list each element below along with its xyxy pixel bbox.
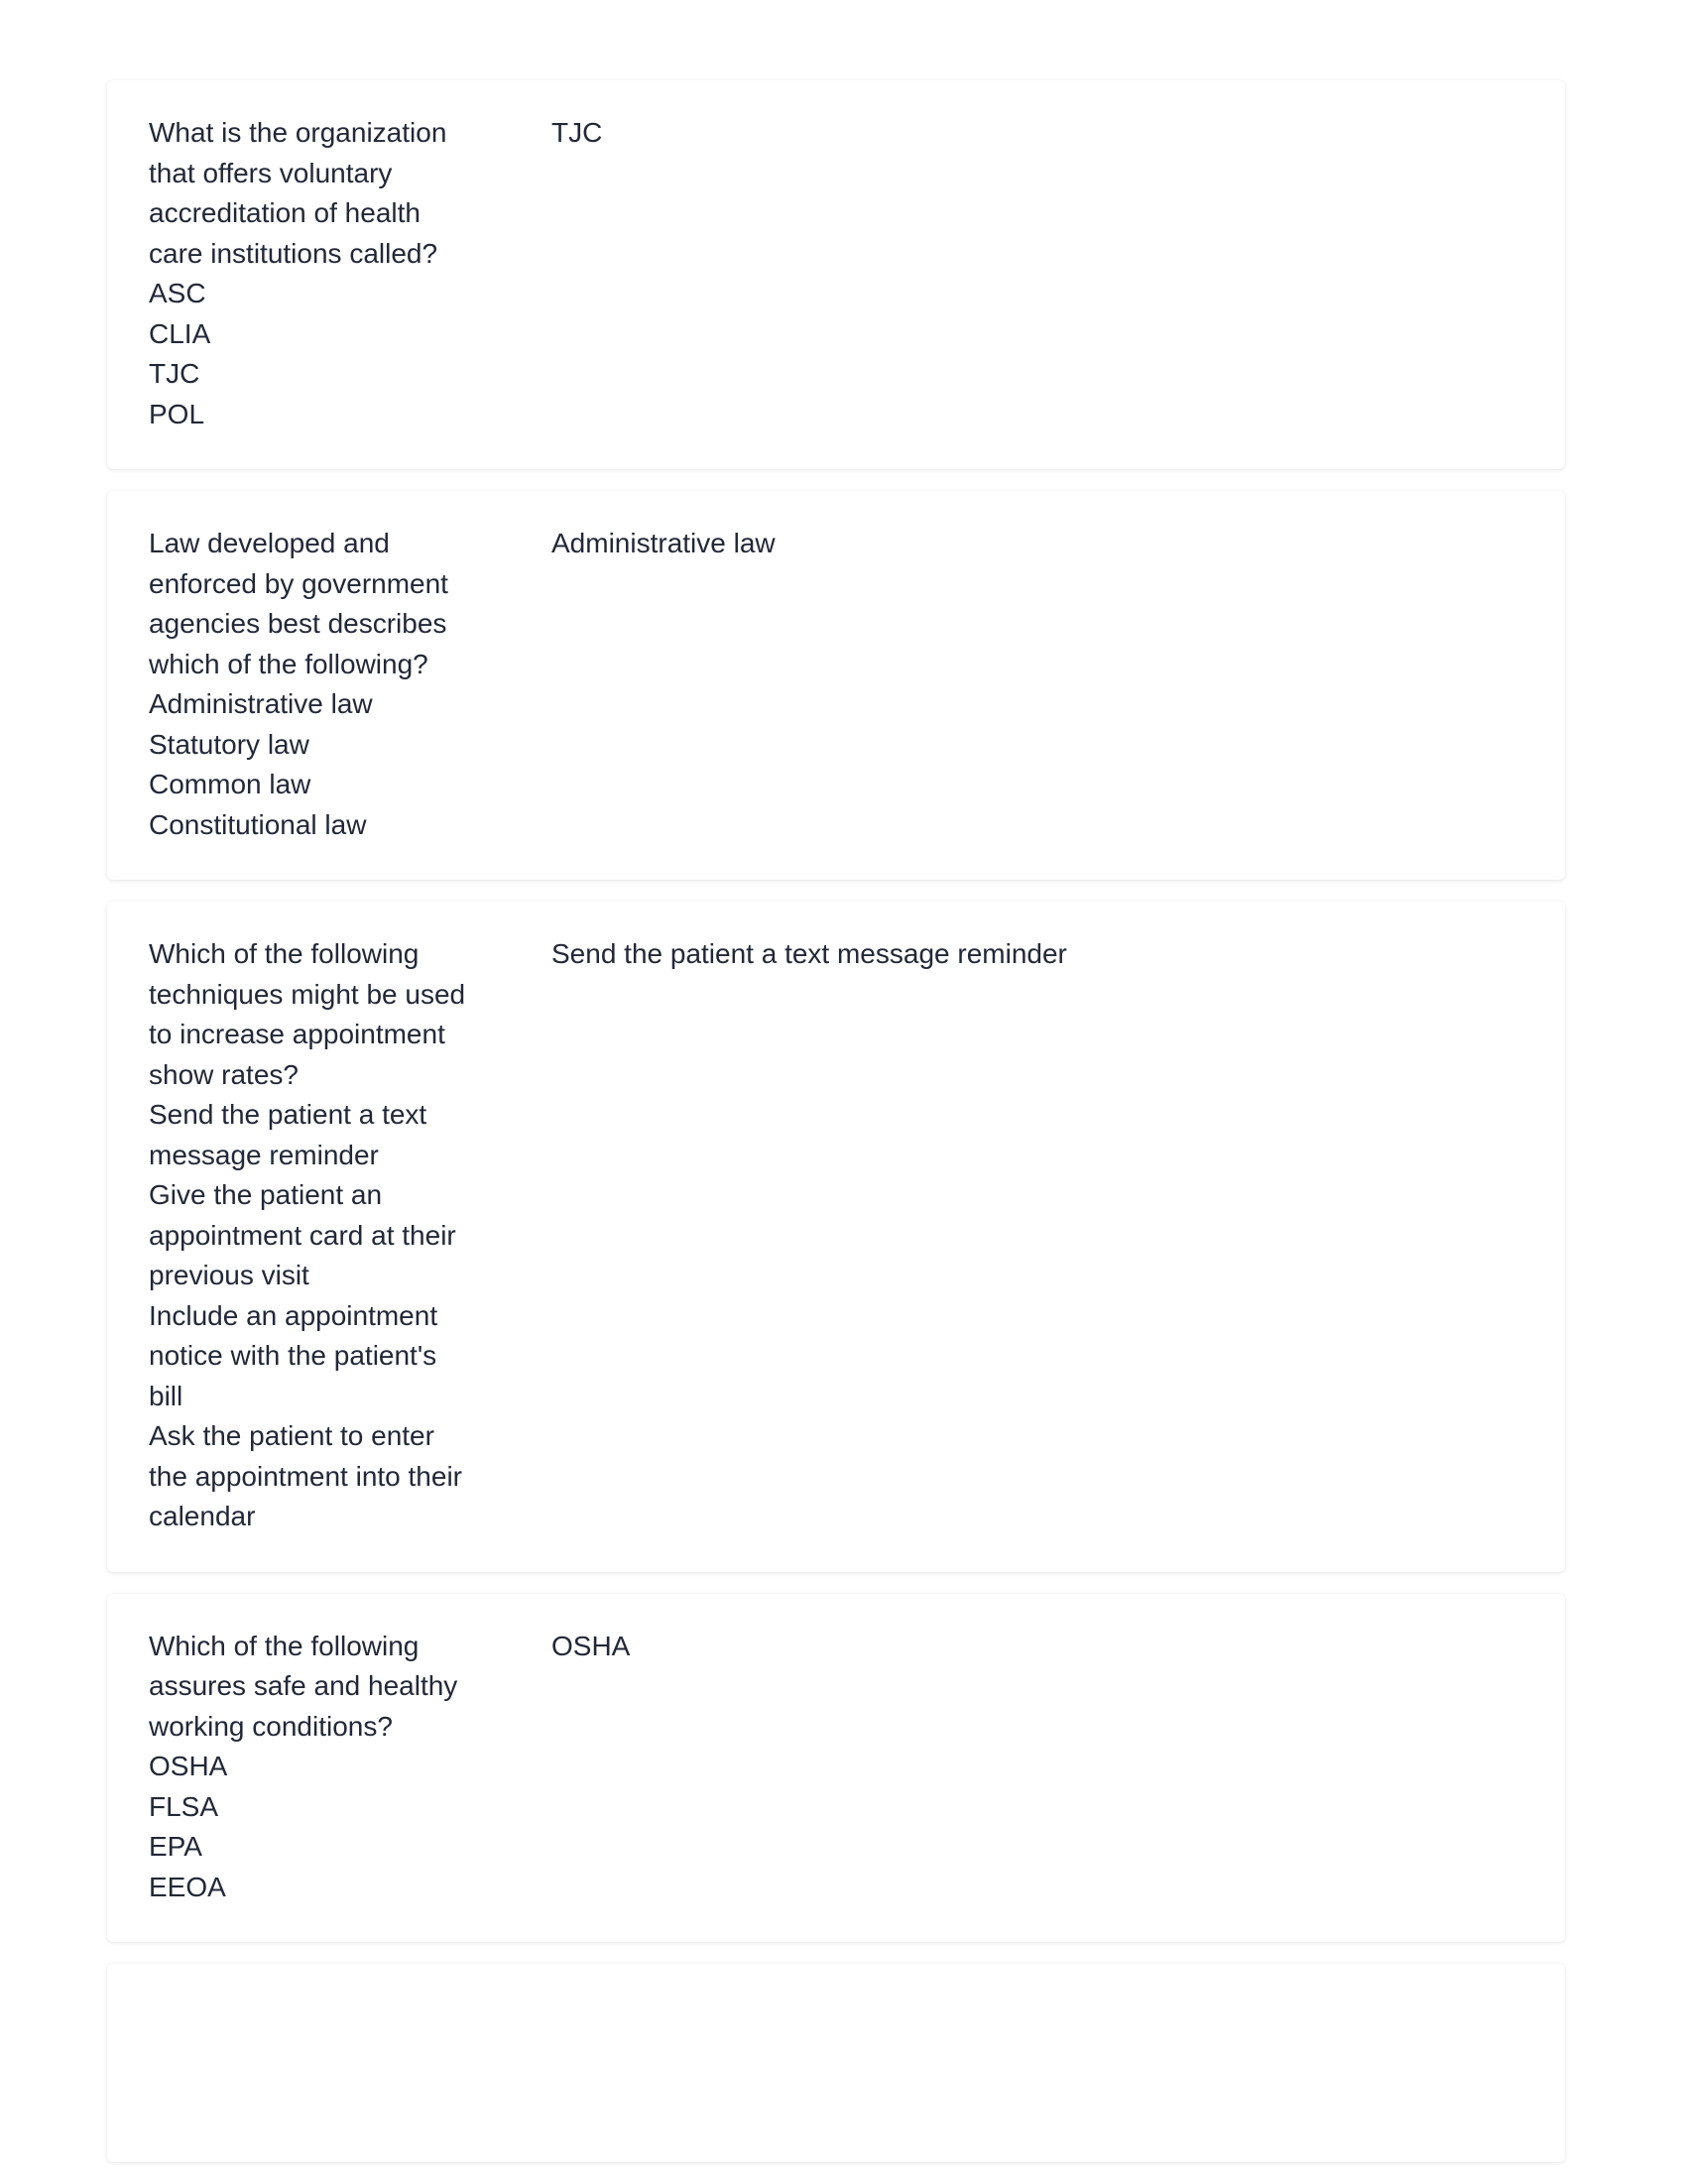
option: FLSA: [149, 1790, 219, 1822]
question-text: Which of the following techniques might be used to increase appointment show rates?: [149, 938, 466, 1090]
option: CLIA: [149, 317, 211, 349]
question-column: [149, 934, 470, 1537]
option: Administrative law: [149, 688, 373, 719]
option: OSHA: [149, 1751, 228, 1781]
option: Give the patient an appointment card at their previous visit: [149, 1179, 456, 1290]
flashcard-partial: [107, 1964, 1565, 2162]
flashcard-list: [107, 80, 1565, 2184]
question-column: [149, 1627, 470, 1908]
option: Send the patient a text message reminder: [149, 1099, 427, 1170]
option: Common law: [149, 769, 311, 799]
option: POL: [149, 398, 205, 429]
option: EPA: [149, 1831, 202, 1862]
flashcard: [107, 902, 1565, 1572]
option: TJC: [149, 358, 200, 389]
option: Ask the patient to enter the appointment into their calendar: [149, 1420, 462, 1531]
question-column: [149, 524, 470, 845]
flashcard: [107, 1594, 1565, 1943]
flashcard: [107, 80, 1565, 469]
option: Include an appointment notice with the patient's bill: [149, 1299, 438, 1411]
answer-text: TJC: [551, 117, 603, 148]
option: Constitutional law: [149, 808, 367, 840]
answer-text: OSHA: [551, 1630, 631, 1661]
option: Statutory law: [149, 728, 309, 760]
option: ASC: [149, 278, 206, 308]
flashcard: [107, 491, 1565, 880]
answer-text: Administrative law: [551, 528, 776, 558]
question-text: Law developed and enforced by government agencies best describes which of the following?: [149, 528, 448, 679]
question-text: Which of the following assures safe and healthy working conditions?: [149, 1630, 458, 1742]
question-text: What is the organization that offers voluntary accreditation of health care institutions called?: [149, 117, 447, 269]
option: EEOA: [149, 1871, 226, 1902]
question-column: [149, 113, 470, 434]
answer-text: Send the patient a text message reminder: [551, 938, 1067, 969]
